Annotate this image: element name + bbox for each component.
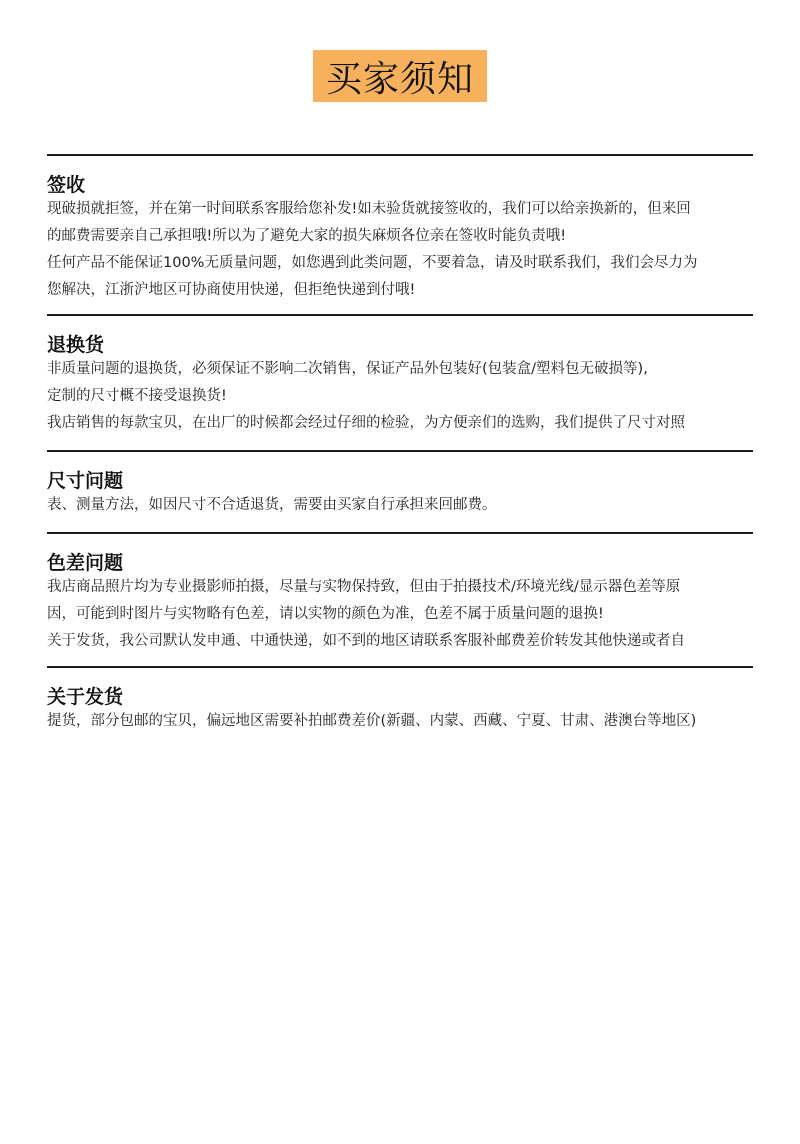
text-line: 任何产品不能保证100%无质量问题，如您遇到此类问题，不要着急，请及时联系我们，我们会尽力为 [47,255,698,271]
text-line: 您解决，江浙沪地区可协商使用快递，但拒绝快递到付哦! [47,282,416,298]
section-color-difference [47,532,753,666]
section-heading: 色差问题 [47,552,124,574]
text-line: 非质量问题的退换货，必须保证不影响二次销售，保证产品外包装好(包装盒/塑料包无破损等), [47,361,648,377]
section-returns [47,314,753,450]
section-heading: 退换货 [47,334,105,356]
section-heading: 签收 [47,174,86,196]
section-body [47,708,753,735]
section-size [47,450,753,532]
section-body [47,492,753,519]
page-title: 买家须知 [313,50,487,102]
section-body [47,196,753,304]
text-line: 提货，部分包邮的宝贝，偏远地区需要补拍邮费差价(新疆、内蒙、西藏、宁夏、甘肃、港澳台等地区) [47,713,697,729]
text-line: 定制的尺寸概不接受退换货! [47,388,227,404]
text-line: 表、测量方法，如因尺寸不合适退货，需要由买家自行承担来回邮费。 [47,497,497,513]
section-shipping [47,666,753,735]
text-line: 我店销售的每款宝贝，在出厂的时候都会经过仔细的检验，为方便亲们的选购，我们提供了尺寸对照 [47,415,685,431]
section-heading: 尺寸问题 [47,470,124,492]
section-sign-receipt [47,154,753,314]
text-line: 的邮费需要亲自己承担哦!所以为了避免大家的损失麻烦各位亲在签收时能负责哦! [47,228,567,244]
section-heading: 关于发货 [47,686,124,708]
text-line: 因，可能到时图片与实物略有色差，请以实物的颜色为准，色差不属于质量问题的退换! [47,606,604,622]
section-body [47,356,753,437]
text-line: 我店商品照片均为专业摄影师拍摄，尽量与实物保持致，但由于拍摄技术/环境光线/显示器色差等原 [47,579,681,595]
notice-content [47,154,753,735]
title-container [0,50,800,102]
text-line: 现破损就拒签，并在第一时间联系客服给您补发!如未验货就接签收的，我们可以给亲换新的，但来回 [47,201,691,217]
section-body [47,574,753,655]
text-line: 关于发货，我公司默认发申通、中通快递，如不到的地区请联系客服补邮费差价转发其他快递或者自 [47,633,685,649]
